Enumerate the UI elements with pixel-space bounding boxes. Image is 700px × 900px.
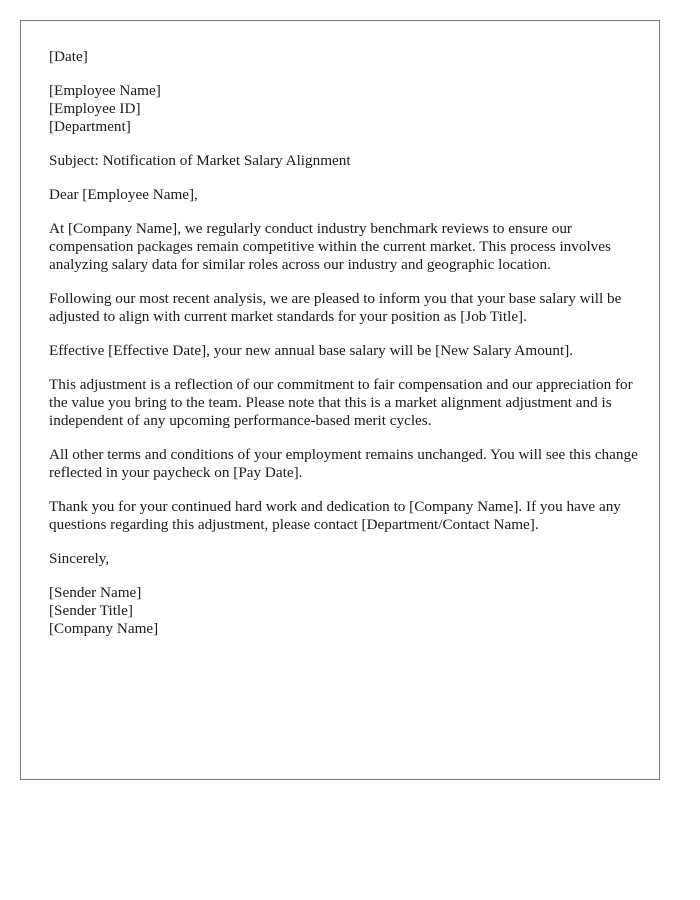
sender-company: [Company Name]	[49, 620, 159, 637]
letter-page	[20, 20, 660, 780]
letter-date: [Date]	[49, 48, 88, 65]
paragraph-terms: All other terms and conditions of your employment remains unchanged. You will see this change reflected in your paycheck on [Pay Date].	[49, 446, 638, 481]
letter-closing: Sincerely,	[49, 550, 110, 567]
paragraph-thanks: Thank you for your continued hard work and dedication to [Company Name]. If you have any questions regarding this adjustment, please contact [Department/Contact Name].	[49, 498, 621, 533]
letter-subject: Subject: Notification of Market Salary Alignment	[49, 152, 351, 169]
paragraph-benchmark: At [Company Name], we regularly conduct industry benchmark reviews to ensure our compensation packages remain competitive within the current market. This process involves analyzing salary data for similar roles across our industry and geographic location.	[49, 220, 611, 273]
closing-block	[49, 550, 641, 568]
recipient-name: [Employee Name]	[49, 82, 161, 99]
signature-block	[49, 584, 641, 638]
recipient-department: [Department]	[49, 118, 131, 135]
recipient-id: [Employee ID]	[49, 100, 141, 117]
date-block	[49, 48, 641, 66]
letter-body	[49, 48, 641, 654]
paragraph-effective-date: Effective [Effective Date], your new annual base salary will be [New Salary Amount].	[49, 342, 574, 359]
subject-block	[49, 152, 641, 170]
sender-title: [Sender Title]	[49, 602, 133, 619]
sender-name: [Sender Name]	[49, 584, 142, 601]
recipient-block	[49, 82, 641, 136]
salutation-block	[49, 186, 641, 204]
paragraph-commitment: This adjustment is a reflection of our commitment to fair compensation and our appreciation for the value you bring to the team. Please note that this is a market alignment adjustment and is independent of any upcoming performance-based merit cycles.	[49, 376, 633, 429]
paragraph-analysis: Following our most recent analysis, we are pleased to inform you that your base salary will be adjusted to align with current market standards for your position as [Job Title].	[49, 290, 622, 325]
letter-salutation: Dear [Employee Name],	[49, 186, 198, 203]
